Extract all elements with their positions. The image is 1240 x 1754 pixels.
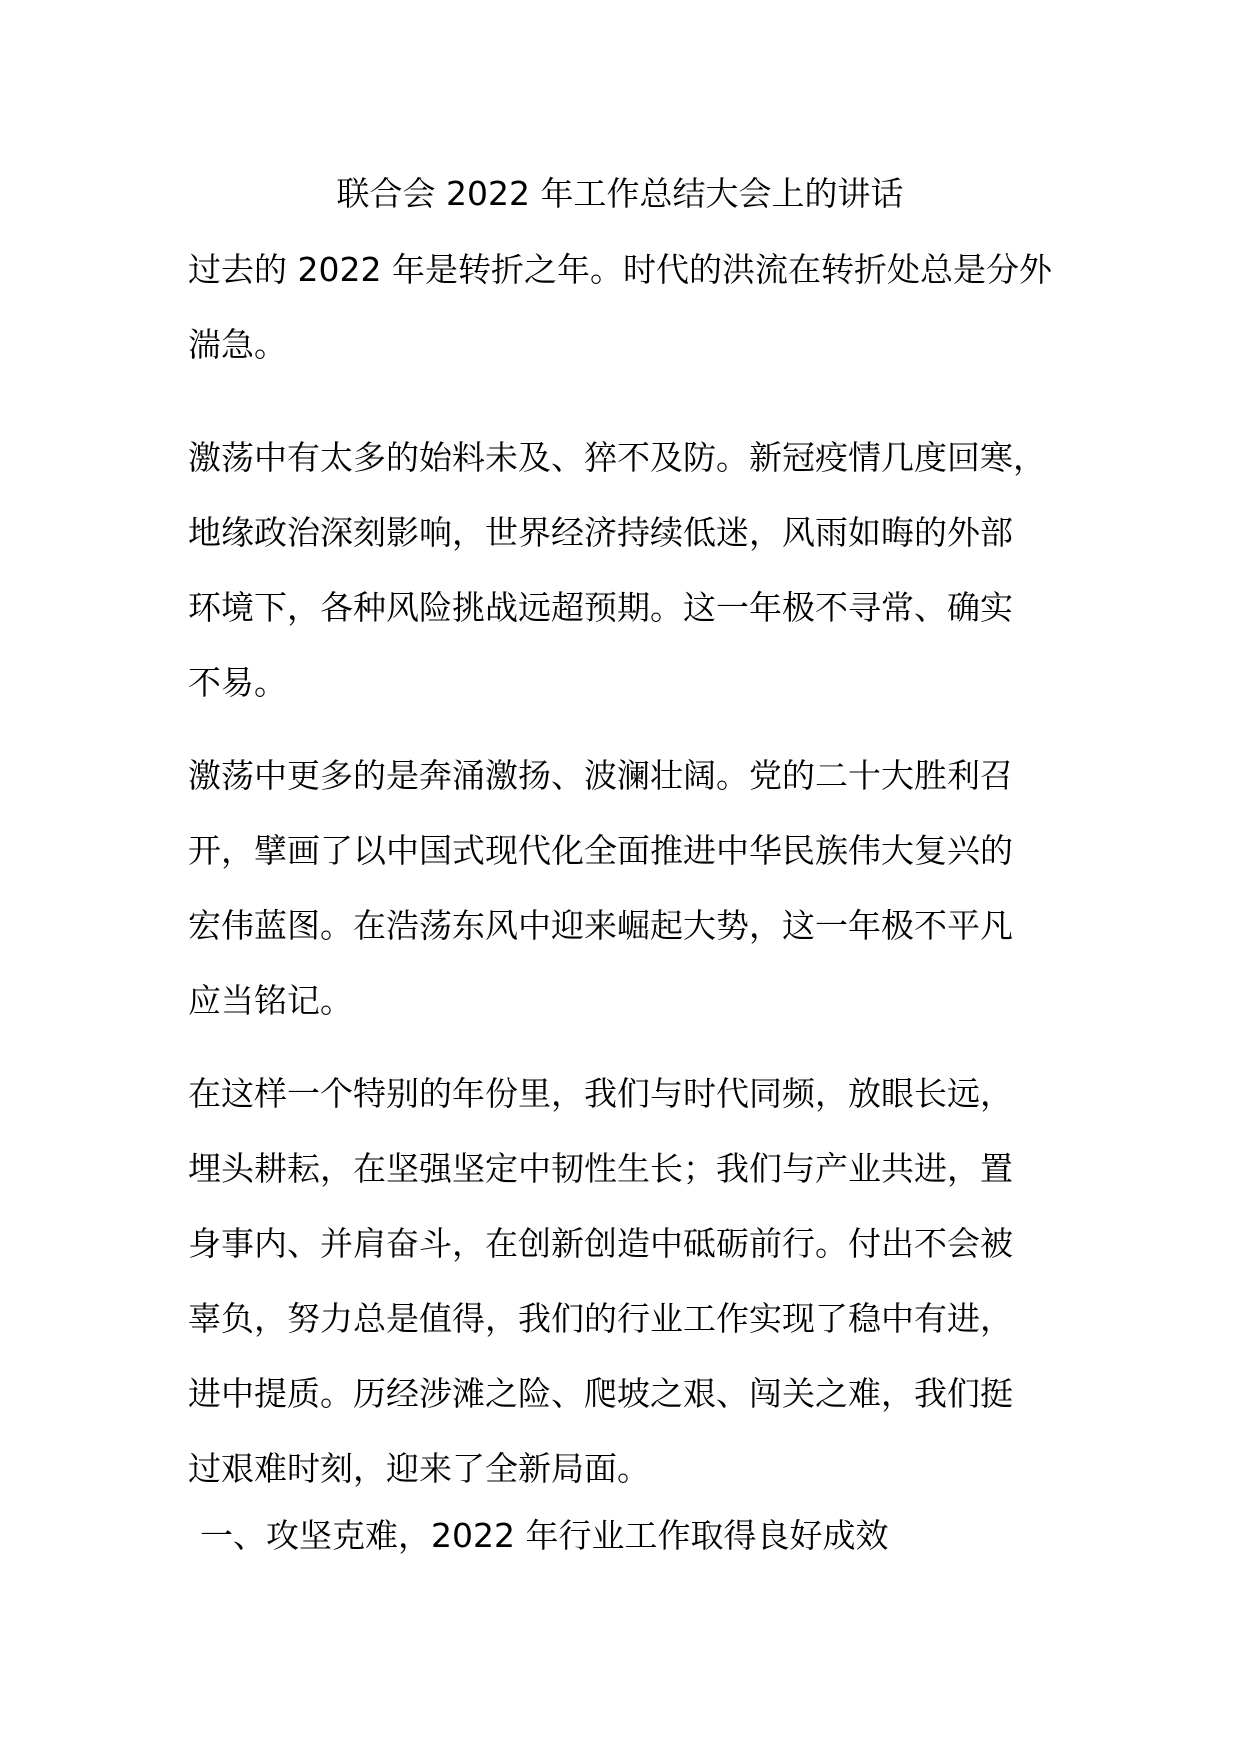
paragraph-line: 湍急。 — [188, 325, 287, 364]
paragraph-line: 埋头耕耘，在坚强坚定中韧性生长；我们与产业共进，置 — [188, 1149, 1013, 1188]
paragraph-line: 不易。 — [188, 663, 287, 702]
paragraph-4 — [188, 1056, 1068, 1506]
paragraph-line: 环境下，各种风险挑战远超预期。这一年极不寻常、确实 — [188, 588, 1013, 627]
paragraph-line: 过去的 2022 年是转折之年。时代的洪流在转折处总是分外 — [188, 250, 1052, 289]
paragraph-line: 激荡中更多的是奔涌激扬、波澜壮阔。党的二十大胜利召 — [188, 756, 1013, 795]
paragraph-line: 身事内、并肩奋斗，在创新创造中砥砺前行。付出不会被 — [188, 1224, 1013, 1263]
paragraph-3 — [188, 738, 1068, 1038]
paragraph-line: 宏伟蓝图。在浩荡东风中迎来崛起大势，这一年极不平凡 — [188, 906, 1013, 945]
paragraph-line: 应当铭记。 — [188, 981, 353, 1020]
document-title: 联合会 2022 年工作总结大会上的讲话 — [336, 174, 904, 213]
paragraph-line: 进中提质。历经涉滩之险、爬坡之艰、闯关之难，我们挺 — [188, 1374, 1013, 1413]
paragraph-line: 辜负，努力总是值得，我们的行业工作实现了稳中有进， — [188, 1299, 1013, 1338]
paragraph-2 — [188, 420, 1068, 720]
paragraph-line: 地缘政治深刻影响，世界经济持续低迷，风雨如晦的外部 — [188, 513, 1013, 552]
paragraph-1 — [188, 232, 1068, 382]
paragraph-line: 过艰难时刻，迎来了全新局面。 — [188, 1449, 650, 1488]
paragraph-line: 开，擘画了以中国式现代化全面推进中华民族伟大复兴的 — [188, 831, 1013, 870]
paragraph-line: 在这样一个特别的年份里，我们与时代同频，放眼长远， — [188, 1074, 1013, 1113]
section-heading: 一、攻坚克难，2022 年行业工作取得良好成效 — [200, 1516, 889, 1555]
paragraph-line: 激荡中有太多的始料未及、猝不及防。新冠疫情几度回寒， — [188, 438, 1046, 477]
